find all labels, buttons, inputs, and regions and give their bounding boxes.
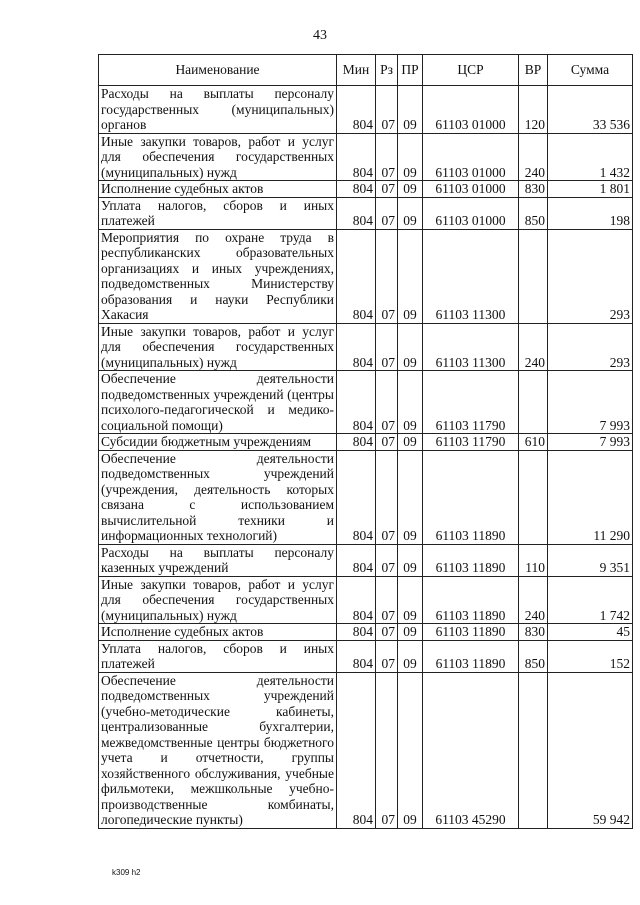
row-csr: 61103 45290 [423, 672, 519, 828]
row-rz: 07 [376, 133, 398, 181]
row-csr: 61103 01000 [423, 133, 519, 181]
row-pr: 09 [398, 544, 423, 576]
row-sum: 7 993 [548, 371, 633, 434]
row-rz: 07 [376, 197, 398, 229]
row-min: 804 [337, 86, 376, 134]
budget-table [98, 54, 633, 829]
row-pr: 09 [398, 640, 423, 672]
row-min: 804 [337, 181, 376, 198]
header-sum: Сумма [548, 55, 633, 86]
row-pr: 09 [398, 624, 423, 641]
row-pr: 09 [398, 229, 423, 323]
row-rz: 07 [376, 544, 398, 576]
row-min: 804 [337, 229, 376, 323]
row-name: Мероприятия по охране труда в республиканских образовательных организациях и иных учреждениях, подведомственных Министерству образования и науки Республики Хакасия [99, 229, 337, 323]
row-sum: 11 290 [548, 450, 633, 544]
table-row [99, 640, 633, 672]
row-min: 804 [337, 450, 376, 544]
row-vr [519, 450, 548, 544]
row-name: Иные закупки товаров, работ и услуг для обеспечения государственных (муниципальных) нужд [99, 576, 337, 624]
row-min: 804 [337, 640, 376, 672]
row-min: 804 [337, 323, 376, 371]
header-pr: ПР [398, 55, 423, 86]
row-min: 804 [337, 133, 376, 181]
table-row [99, 181, 633, 198]
row-csr: 61103 11790 [423, 371, 519, 434]
row-vr: 830 [519, 624, 548, 641]
row-min: 804 [337, 434, 376, 451]
row-sum: 1 801 [548, 181, 633, 198]
row-vr: 120 [519, 86, 548, 134]
row-vr: 110 [519, 544, 548, 576]
row-pr: 09 [398, 434, 423, 451]
table-row [99, 450, 633, 544]
table-row [99, 86, 633, 134]
row-name: Расходы на выплаты персоналу государственных (муниципальных) органов [99, 86, 337, 134]
table-header-row [99, 55, 633, 86]
row-csr: 61103 11890 [423, 544, 519, 576]
row-sum: 33 536 [548, 86, 633, 134]
row-name: Обеспечение деятельности подведомственных учреждений (центры психолого-педагогической и медико-социальной помощи) [99, 371, 337, 434]
table-row [99, 576, 633, 624]
row-rz: 07 [376, 229, 398, 323]
row-name: Обеспечение деятельности подведомственных учреждений (учреждения, деятельность которых связана с использованием вычислительной техники и информационных технологий) [99, 450, 337, 544]
table-row [99, 434, 633, 451]
header-csr: ЦСР [423, 55, 519, 86]
table-row [99, 229, 633, 323]
row-name: Расходы на выплаты персоналу казенных учреждений [99, 544, 337, 576]
row-name: Уплата налогов, сборов и иных платежей [99, 197, 337, 229]
row-min: 804 [337, 624, 376, 641]
row-min: 804 [337, 576, 376, 624]
row-rz: 07 [376, 371, 398, 434]
row-rz: 07 [376, 576, 398, 624]
table-row [99, 197, 633, 229]
row-vr: 850 [519, 197, 548, 229]
row-sum: 9 351 [548, 544, 633, 576]
row-pr: 09 [398, 672, 423, 828]
row-rz: 07 [376, 86, 398, 134]
page-number: 43 [313, 28, 327, 43]
row-sum: 293 [548, 229, 633, 323]
row-sum: 152 [548, 640, 633, 672]
row-min: 804 [337, 672, 376, 828]
row-vr: 240 [519, 576, 548, 624]
row-name: Исполнение судебных актов [99, 181, 337, 198]
row-rz: 07 [376, 323, 398, 371]
row-rz: 07 [376, 672, 398, 828]
row-vr [519, 229, 548, 323]
row-name: Исполнение судебных актов [99, 624, 337, 641]
row-rz: 07 [376, 624, 398, 641]
row-min: 804 [337, 197, 376, 229]
row-rz: 07 [376, 450, 398, 544]
row-pr: 09 [398, 133, 423, 181]
row-vr: 240 [519, 323, 548, 371]
row-vr: 240 [519, 133, 548, 181]
row-csr: 61103 11890 [423, 640, 519, 672]
table-row [99, 624, 633, 641]
row-vr: 610 [519, 434, 548, 451]
row-pr: 09 [398, 576, 423, 624]
row-name: Иные закупки товаров, работ и услуг для обеспечения государственных (муниципальных) нужд [99, 323, 337, 371]
row-rz: 07 [376, 640, 398, 672]
row-name: Уплата налогов, сборов и иных платежей [99, 640, 337, 672]
footer-code: k309 h2 [112, 868, 141, 877]
row-name: Обеспечение деятельности подведомственных учреждений (учебно-методические кабинеты, централизованные бухгалтерии, межведомственные центры бюджетного учета и отчетности, группы хозяйственного обслуживания, учебные фильмотеки, межшкольные учебно-производственные комбинаты, логопедические пункты) [99, 672, 337, 828]
row-rz: 07 [376, 434, 398, 451]
row-csr: 61103 11300 [423, 323, 519, 371]
row-pr: 09 [398, 181, 423, 198]
header-vr: ВР [519, 55, 548, 86]
header-min: Мин [337, 55, 376, 86]
row-vr [519, 371, 548, 434]
row-csr: 61103 11890 [423, 450, 519, 544]
header-name: Наименование [99, 55, 337, 86]
row-rz: 07 [376, 181, 398, 198]
row-vr [519, 672, 548, 828]
row-csr: 61103 01000 [423, 181, 519, 198]
row-csr: 61103 01000 [423, 86, 519, 134]
table-row [99, 544, 633, 576]
row-sum: 7 993 [548, 434, 633, 451]
row-min: 804 [337, 544, 376, 576]
row-vr: 850 [519, 640, 548, 672]
table-row [99, 672, 633, 828]
row-csr: 61103 11890 [423, 576, 519, 624]
row-vr: 830 [519, 181, 548, 198]
row-name: Иные закупки товаров, работ и услуг для обеспечения государственных (муниципальных) нужд [99, 133, 337, 181]
row-sum: 1 742 [548, 576, 633, 624]
row-pr: 09 [398, 86, 423, 134]
row-csr: 61103 11300 [423, 229, 519, 323]
row-csr: 61103 01000 [423, 197, 519, 229]
header-rz: Рз [376, 55, 398, 86]
row-pr: 09 [398, 371, 423, 434]
row-pr: 09 [398, 450, 423, 544]
row-sum: 45 [548, 624, 633, 641]
row-sum: 1 432 [548, 133, 633, 181]
table-row [99, 133, 633, 181]
row-pr: 09 [398, 323, 423, 371]
row-name: Субсидии бюджетным учреждениям [99, 434, 337, 451]
row-csr: 61103 11790 [423, 434, 519, 451]
row-pr: 09 [398, 197, 423, 229]
table-row [99, 323, 633, 371]
row-sum: 59 942 [548, 672, 633, 828]
table-row [99, 371, 633, 434]
row-sum: 198 [548, 197, 633, 229]
row-sum: 293 [548, 323, 633, 371]
row-csr: 61103 11890 [423, 624, 519, 641]
row-min: 804 [337, 371, 376, 434]
